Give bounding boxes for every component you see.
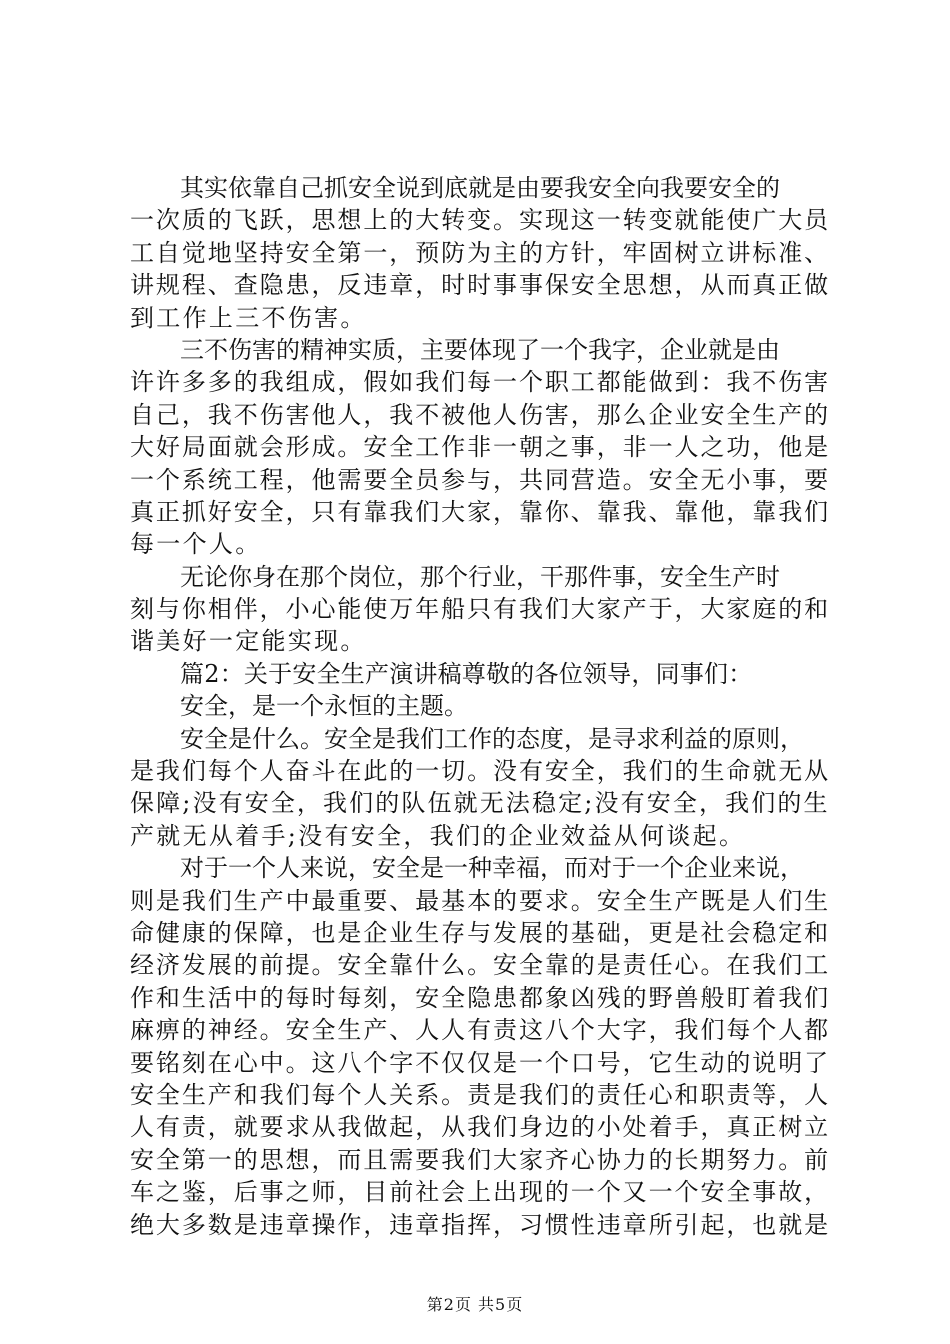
text-line: 绝大多数是违章操作，违章指挥，习惯性违章所引起，也就是 xyxy=(130,1210,831,1239)
text-line: 三不伤害的精神实质，主要体现了一个我字，企业就是由 xyxy=(180,335,780,364)
text-line: 则是我们生产中最重要、最基本的要求。安全生产既是人们生 xyxy=(130,886,831,915)
text-line: 保障;没有安全，我们的队伍就无法稳定;没有安全，我们的生 xyxy=(130,789,830,818)
text-line: 刻与你相伴，小心能使万年船只有我们大家产于，大家庭的和 xyxy=(130,595,831,624)
text-line: 大好局面就会形成。安全工作非一朝之事，非一人之功，他是 xyxy=(130,433,831,462)
text-line: 每一个人。 xyxy=(130,530,262,559)
text-line: 真正抓好安全，只有靠我们大家，靠你、靠我、靠他，靠我们 xyxy=(130,497,831,526)
text-line: 人有责，就要求从我做起，从我们身边的小处着手，真正树立 xyxy=(130,1113,831,1142)
text-line: 工自觉地坚持安全第一，预防为主的方针，牢固树立讲标准、 xyxy=(130,238,831,267)
text-line: 其实依靠自己抓安全说到底就是由要我安全向我要安全的 xyxy=(180,174,780,202)
text-line: 安全是什么。安全是我们工作的态度，是寻求利益的原则， xyxy=(180,724,804,753)
text-line: 要铭刻在心中。这八个字不仅仅是一个口号，它生动的说明了 xyxy=(130,1048,831,1077)
text-line: 讲规程、查隐患，反违章，时时事事保安全思想，从而真正做 xyxy=(130,271,831,300)
text-line: 篇2：关于安全生产演讲稿尊敬的各位领导，同事们： xyxy=(180,659,753,688)
text-line: 安全生产和我们每个人关系。责是我们的责任心和职责等，人 xyxy=(130,1080,831,1109)
text-line: 无论你身在那个岗位，那个行业，干那件事，安全生产时 xyxy=(180,562,780,591)
text-line: 一次质的飞跃，思想上的大转变。实现这一转变就能使广大员 xyxy=(130,206,831,235)
text-line: 作和生活中的每时每刻，安全隐患都象凶残的野兽般盯着我们 xyxy=(130,983,831,1012)
page-number-footer: 第2页 共5页 xyxy=(426,1295,524,1314)
text-line: 自己，我不伤害他人，我不被他人伤害，那么企业安全生产的 xyxy=(130,400,831,429)
text-line: 命健康的保障，也是企业生存与发展的基础，更是社会稳定和 xyxy=(130,918,831,947)
text-line: 麻痹的神经。安全生产、人人有责这八个大字，我们每个人都 xyxy=(130,1016,831,1045)
text-line: 是我们每个人奋斗在此的一切。没有安全，我们的生命就无从 xyxy=(130,757,831,786)
text-line: 一个系统工程，他需要全员参与，共同营造。安全无小事，要 xyxy=(130,465,831,494)
text-line: 车之鉴，后事之师，目前社会上出现的一个又一个安全事故， xyxy=(130,1178,831,1207)
text-line: 安全第一的思想，而且需要我们大家齐心协力的长期努力。前 xyxy=(130,1145,831,1174)
text-line: 谐美好一定能实现。 xyxy=(130,627,367,656)
text-line: 经济发展的前提。安全靠什么。安全靠的是责任心。在我们工 xyxy=(130,951,831,980)
document-body xyxy=(130,172,830,1241)
text-line: 产就无从着手;没有安全，我们的企业效益从何谈起。 xyxy=(130,821,746,850)
text-line: 安全，是一个永恒的主题。 xyxy=(180,692,468,721)
text-line: 许许多多的我组成，假如我们每一个职工都能做到：我不伤害 xyxy=(130,368,831,397)
text-line: 对于一个人来说，安全是一种幸福，而对于一个企业来说， xyxy=(180,854,804,883)
text-line: 到工作上三不伤害。 xyxy=(130,303,367,332)
